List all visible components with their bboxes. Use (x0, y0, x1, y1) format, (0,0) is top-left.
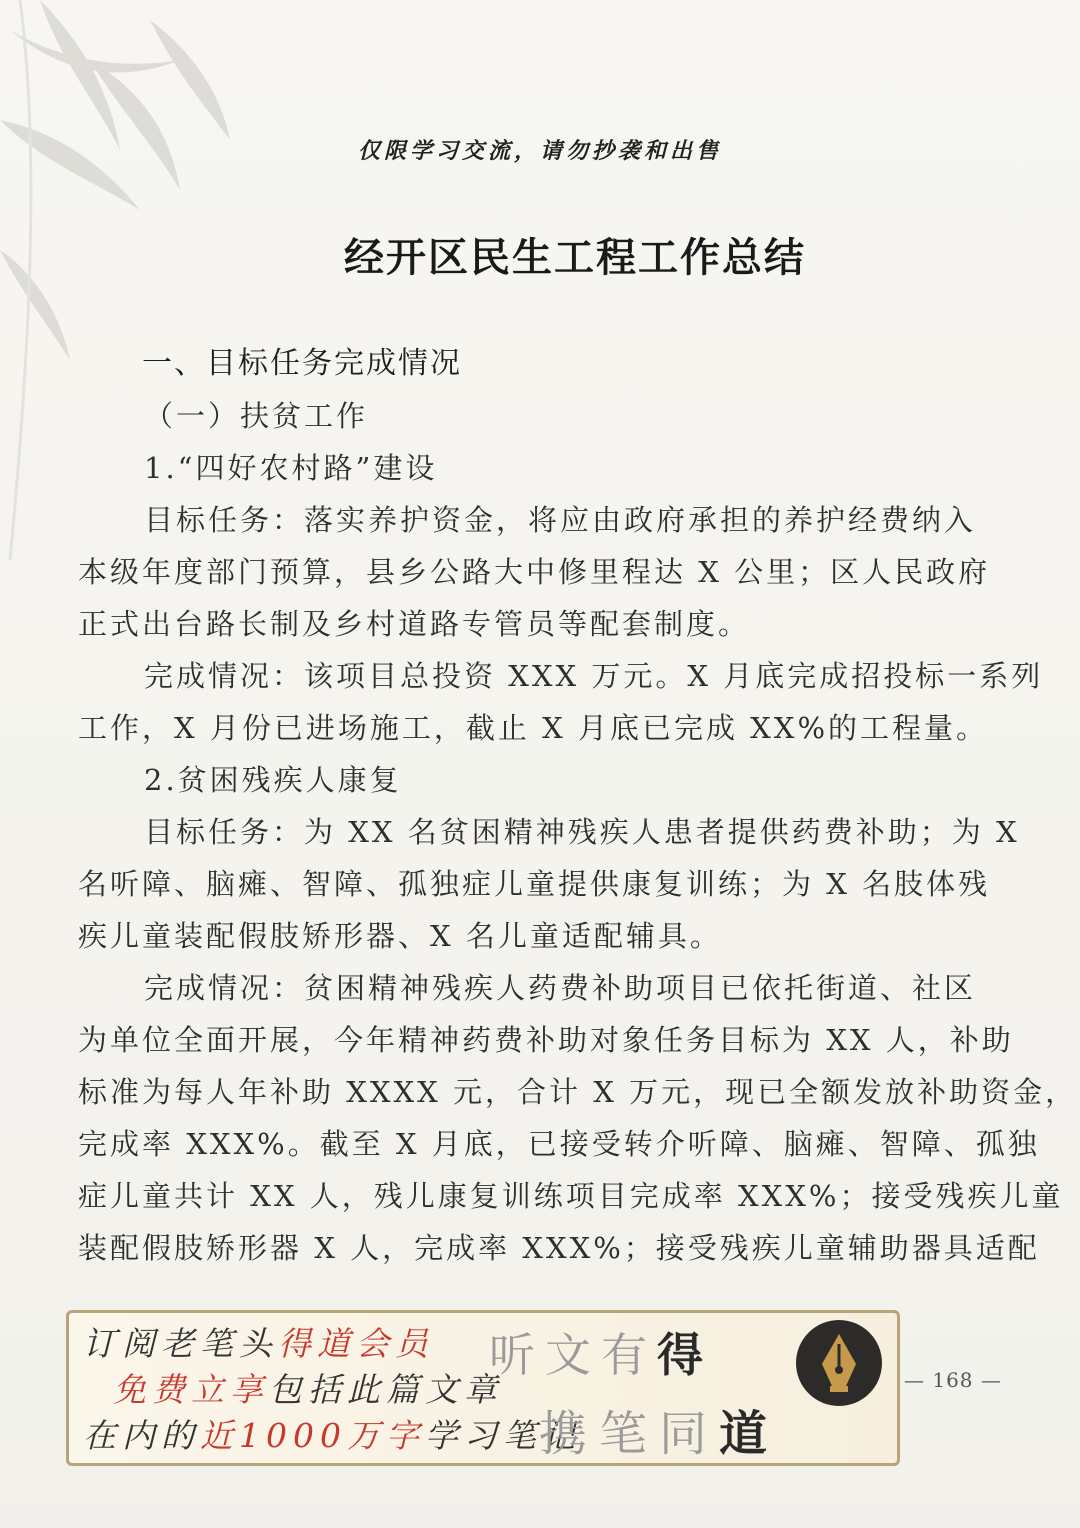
slogan-line-1: 听文有得 (489, 1328, 713, 1382)
text-line: 完成情况：贫困精神残疾人药费补助项目已依托街道、社区 (144, 971, 977, 1005)
item-heading-rehab: 2.贫困残疾人康复 (144, 763, 402, 797)
text-line: 标准为每人年补助 XXXX 元，合计 X 万元，现已全额发放补助资金， (78, 1075, 1078, 1109)
text-line: 工作，X 月份已进场施工，截止 X 月底已完成 XX%的工程量。 (78, 711, 989, 745)
text-line: 目标任务：落实养护资金，将应由政府承担的养护经费纳入 (144, 503, 977, 537)
page-number: — 168 — (904, 1368, 1002, 1392)
text-line: 目标任务：为 XX 名贫困精神残疾人患者提供药费补助；为 X (144, 815, 1020, 849)
membership-ad-banner[interactable] (66, 1310, 900, 1466)
ad-line-3: 在内的近1000万字学习笔记 (83, 1416, 581, 1455)
item-heading-rural-roads: 1.“四好农村路”建设 (144, 451, 438, 485)
text-line: 名听障、脑瘫、智障、孤独症儿童提供康复训练；为 X 名肢体残 (78, 867, 991, 901)
text-line: 完成情况：该项目总投资 XXX 万元。X 月底完成招投标一系列 (144, 659, 1044, 693)
section-heading: 一、目标任务完成情况 (142, 346, 462, 381)
document-body (78, 338, 1078, 1274)
text-line: 装配假肢矫形器 X 人，完成率 XXX%；接受残疾儿童辅助器具适配 (78, 1231, 1040, 1265)
text-line: 为单位全面开展，今年精神药费补助对象任务目标为 XX 人，补助 (78, 1023, 1014, 1057)
page-bottom-edge (0, 1504, 1080, 1528)
text-line: 疾儿童装配假肢矫形器、X 名儿童适配辅具。 (78, 919, 722, 953)
ad-line-2: 免费立享包括此篇文章 (113, 1370, 503, 1409)
document-title: 经开区民生工程工作总结 (344, 235, 806, 281)
paragraph-result-roads (78, 650, 1044, 754)
usage-notice: 仅限学习交流，请勿抄袭和出售 (357, 138, 722, 164)
subsection-heading: （一）扶贫工作 (144, 399, 369, 433)
ad-line-1: 订阅老笔头得道会员 (83, 1324, 434, 1363)
text-line: 完成率 XXX%。截至 X 月底，已接受转介听障、脑瘫、智障、孤独 (78, 1127, 1040, 1161)
paragraph-result-rehab (78, 962, 1078, 1274)
text-line: 症儿童共计 XX 人，残儿康复训练项目完成率 XXX%；接受残疾儿童 (78, 1179, 1064, 1213)
paragraph-target-roads (78, 494, 998, 650)
paragraph-target-rehab (78, 806, 1020, 962)
fountain-pen-nib-icon (796, 1320, 882, 1406)
slogan-line-2: 携笔同道 (539, 1406, 780, 1462)
text-line: 本级年度部门预算，县乡公路大中修里程达 X 公里；区人民政府 (78, 555, 991, 589)
text-line: 正式出台路长制及乡村道路专管员等配套制度。 (78, 607, 751, 641)
